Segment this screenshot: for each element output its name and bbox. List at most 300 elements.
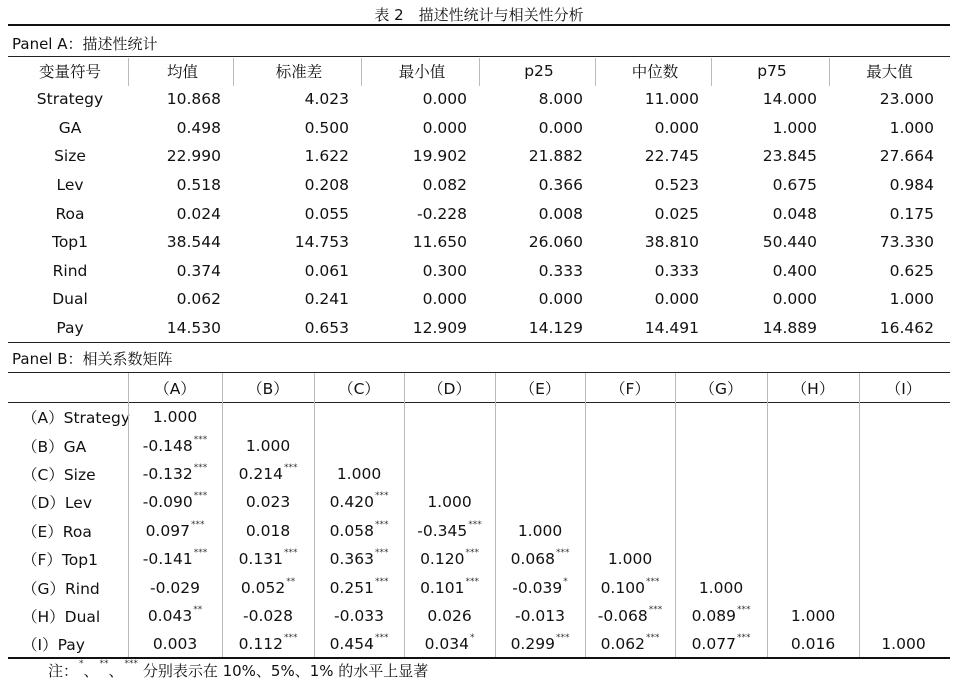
table-cell: 0.000: [654, 118, 699, 137]
variable-name: Rind: [52, 261, 88, 280]
table-cell: 0.000: [538, 118, 583, 137]
table-cell: [222, 573, 314, 601]
table-cell: [314, 573, 404, 601]
table-cell: 0.400: [772, 261, 817, 280]
table-cell: [404, 602, 495, 630]
table-cell: [404, 431, 495, 459]
cell-value: 0.052: [240, 578, 286, 597]
col-divider: [595, 58, 596, 86]
col-divider: [495, 373, 496, 657]
table-cell: 4.023: [304, 90, 349, 109]
cell-value: 1.000: [881, 635, 926, 654]
table-cell: [314, 630, 404, 658]
significance-stars: ***: [374, 576, 389, 587]
variable-name: Roa: [55, 204, 85, 223]
significance-stars: ***: [645, 576, 660, 587]
cell-value: -0.141: [142, 550, 193, 569]
column-header: （A）: [154, 380, 196, 398]
table-cell: 11.650: [412, 233, 467, 252]
table-cell: [859, 460, 948, 488]
table-cell: 21.882: [528, 147, 583, 166]
significance-stars: **: [286, 576, 296, 587]
table-cell: 22.745: [644, 147, 699, 166]
table-cell: [128, 517, 222, 545]
table-cell: [675, 517, 767, 545]
panel-a-bottom-rule: [8, 342, 950, 343]
note-star-2: **: [99, 659, 109, 669]
table-cell: 0.374: [176, 261, 221, 280]
cell-value: -0.013: [515, 606, 565, 625]
significance-stars: ***: [193, 434, 208, 445]
table-cell: 19.902: [412, 147, 467, 166]
table-cell: 38.810: [644, 233, 699, 252]
table-cell: 1.622: [304, 147, 349, 166]
note-text: 分别表示在 10%、5%、1% 的水平上显著: [138, 662, 429, 680]
table-cell: [675, 602, 767, 630]
top-rule: [8, 24, 950, 26]
corner-cell: [10, 373, 128, 403]
significance-stars: *: [563, 576, 568, 587]
col-divider: [361, 58, 362, 86]
table-cell: [585, 545, 675, 573]
table-cell: [404, 573, 495, 601]
table-cell: 12.909: [412, 319, 467, 338]
panel-b-title: Panel B：相关系数矩阵: [12, 350, 173, 368]
row-label: （E）Roa: [22, 522, 92, 541]
table-cell: [222, 630, 314, 658]
table-cell: [222, 517, 314, 545]
cell-value: 1.000: [517, 521, 563, 540]
cell-value: 0.023: [245, 493, 291, 512]
cell-value: -0.132: [142, 464, 193, 483]
cell-value: -0.148: [142, 436, 193, 455]
variable-name: Strategy: [36, 90, 104, 109]
significance-stars: ***: [190, 519, 205, 530]
cell-value: 0.131: [238, 550, 283, 569]
table-cell: 50.440: [762, 233, 817, 252]
table-cell: 14.000: [762, 90, 817, 109]
cell-value: 0.363: [329, 550, 374, 569]
significance-stars: ***: [374, 519, 389, 530]
table-cell: [767, 517, 859, 545]
table-cell: [222, 488, 314, 516]
table-cell: [495, 460, 585, 488]
table-cell: 0.000: [654, 290, 699, 309]
table-row: [10, 460, 948, 488]
col-divider: [479, 58, 480, 86]
table-cell: [675, 460, 767, 488]
table-cell: [314, 460, 404, 488]
table-cell: [675, 403, 767, 431]
table-row: [10, 488, 948, 516]
table-cell: 11.000: [644, 90, 699, 109]
cell-value: 0.420: [329, 493, 374, 512]
row-label: （H）Dual: [22, 607, 101, 626]
cell-value: 0.034: [424, 635, 469, 654]
table-row: [10, 171, 948, 200]
col-divider: [829, 58, 830, 86]
table-cell: [128, 460, 222, 488]
table-cell: [767, 488, 859, 516]
col-divider: [859, 373, 860, 657]
table-cell: [495, 488, 585, 516]
table-cell: [767, 545, 859, 573]
table-cell: [859, 545, 948, 573]
cell-value: 0.077: [691, 635, 736, 654]
table-cell: 26.060: [528, 233, 583, 252]
table-cell: [859, 630, 948, 658]
table-cell: [495, 403, 585, 431]
table-cell: [222, 403, 314, 431]
significance-stars: ***: [283, 633, 298, 644]
cell-value: 0.100: [600, 578, 645, 597]
column-header: （E）: [519, 380, 561, 398]
table-cell: [585, 460, 675, 488]
column-header: 标准差: [275, 63, 323, 81]
significance-stars: ***: [645, 633, 660, 644]
correlation-matrix-table: [10, 373, 948, 659]
cell-value: 1.000: [152, 408, 198, 427]
significance-stars: ***: [465, 548, 479, 559]
table-cell: [859, 517, 948, 545]
significance-stars: ***: [374, 491, 389, 502]
table-cell: 0.000: [538, 290, 583, 309]
table-cell: [128, 630, 222, 658]
cell-value: 0.089: [691, 606, 736, 625]
table-cell: [585, 517, 675, 545]
col-divider: [128, 58, 129, 86]
variable-name: Lev: [56, 176, 84, 195]
table-cell: [495, 517, 585, 545]
row-label: （I）Pay: [22, 636, 85, 655]
table-cell: [767, 460, 859, 488]
table-row: [10, 314, 948, 343]
table-cell: 14.491: [644, 319, 699, 338]
table-cell: [675, 431, 767, 459]
table-cell: 0.500: [304, 118, 349, 137]
cell-value: -0.068: [597, 606, 648, 625]
cell-value: 0.062: [600, 635, 645, 654]
table-cell: 0.024: [176, 204, 221, 223]
table-row: [10, 85, 948, 114]
cell-value: 1.000: [607, 550, 653, 569]
significance-stars: ***: [193, 548, 208, 559]
table-cell: 14.753: [294, 233, 349, 252]
table-cell: [859, 431, 948, 459]
table-row: [10, 630, 948, 658]
table-cell: [495, 630, 585, 658]
table-cell: 0.000: [772, 290, 817, 309]
column-header: 中位数: [631, 63, 679, 81]
table-row: [10, 228, 948, 257]
table-cell: 14.889: [762, 319, 817, 338]
column-header: p25: [524, 62, 554, 80]
table-cell: [314, 602, 404, 630]
table-cell: -0.228: [417, 204, 467, 223]
table-cell: 0.241: [304, 290, 349, 309]
note-sep: 、: [83, 662, 99, 680]
significance-stars: ***: [465, 576, 479, 587]
table-cell: [314, 403, 404, 431]
column-header: （F）: [610, 380, 650, 398]
cell-value: 0.016: [790, 635, 836, 654]
table-cell: [404, 630, 495, 658]
table-cell: [859, 573, 948, 601]
column-header: 最大值: [866, 63, 913, 81]
table-cell: [767, 403, 859, 431]
table-cell: 0.300: [422, 261, 467, 280]
table-cell: [404, 517, 495, 545]
table-cell: [314, 431, 404, 459]
table-cell: 14.530: [166, 319, 221, 338]
row-label: （C）Size: [22, 465, 96, 484]
column-header: p75: [757, 62, 787, 80]
table-cell: [675, 545, 767, 573]
significance-stars: ***: [374, 548, 389, 559]
cell-value: 0.120: [420, 550, 465, 569]
significance-stars: ***: [193, 491, 208, 502]
col-divider: [711, 58, 712, 86]
table-cell: 0.498: [176, 118, 221, 137]
table-cell: 0.333: [538, 261, 583, 280]
table-cell: [314, 545, 404, 573]
table-cell: [495, 545, 585, 573]
cell-value: 0.112: [238, 635, 283, 654]
column-header: 变量符号: [38, 63, 101, 81]
table-row: [10, 403, 948, 431]
row-label: （A）Strategy: [22, 409, 131, 428]
cell-value: 0.299: [510, 635, 555, 654]
table-cell: 1.000: [889, 290, 934, 309]
table-cell: 10.868: [166, 90, 221, 109]
matrix-header-row: [10, 373, 948, 403]
table-cell: 0.366: [538, 176, 583, 195]
table-cell: [404, 460, 495, 488]
col-divider: [314, 373, 315, 657]
table-cell: [675, 630, 767, 658]
table-cell: 0.208: [304, 176, 349, 195]
table-cell: [314, 488, 404, 516]
table-cell: 0.055: [304, 204, 349, 223]
variable-name: Size: [54, 147, 86, 166]
significance-stars: ***: [468, 519, 482, 530]
cell-value: 0.003: [152, 635, 198, 654]
column-header: （H）: [791, 380, 835, 398]
table-row: [10, 517, 948, 545]
table-cell: 0.984: [889, 176, 934, 195]
table-cell: [128, 488, 222, 516]
table-cell: 14.129: [528, 319, 583, 338]
table-cell: [495, 573, 585, 601]
table-cell: 0.653: [304, 319, 349, 338]
col-divider: [404, 373, 405, 657]
significance-stars: ***: [648, 604, 663, 615]
table-cell: 0.061: [304, 261, 349, 280]
column-header: 均值: [166, 63, 198, 81]
significance-stars: *: [469, 633, 475, 644]
table-cell: 0.000: [422, 90, 467, 109]
table-cell: 27.664: [879, 147, 934, 166]
table-cell: [128, 545, 222, 573]
table-row: [10, 142, 948, 171]
table-cell: [859, 602, 948, 630]
table-cell: [585, 431, 675, 459]
cell-value: 0.018: [245, 521, 291, 540]
cell-value: 1.000: [427, 493, 472, 512]
cell-value: -0.090: [142, 493, 193, 512]
significance-note: [48, 660, 428, 681]
row-label: （D）Lev: [22, 494, 93, 513]
note-star-1: *: [79, 659, 84, 669]
table-cell: [767, 431, 859, 459]
table-cell: 0.048: [772, 204, 817, 223]
col-divider: [585, 373, 586, 657]
significance-stars: **: [193, 604, 203, 615]
row-label: （G）Rind: [22, 579, 100, 598]
table-cell: [222, 602, 314, 630]
table-cell: [585, 403, 675, 431]
matrix-header-rule: [8, 402, 950, 403]
table-cell: 8.000: [538, 90, 583, 109]
cell-value: -0.029: [150, 578, 200, 597]
table-cell: 23.000: [879, 90, 934, 109]
table-cell: 0.025: [654, 204, 699, 223]
table-row: [10, 257, 948, 286]
table-row: [10, 602, 948, 630]
cell-value: 1.000: [245, 436, 291, 455]
table-cell: [585, 630, 675, 658]
table-row: [10, 545, 948, 573]
table-row: [10, 114, 948, 143]
table-cell: [675, 488, 767, 516]
column-header: （I）: [885, 380, 922, 398]
bottom-rule: [8, 657, 950, 659]
table-cell: 0.000: [422, 118, 467, 137]
cell-value: 0.214: [238, 464, 283, 483]
table-cell: [404, 488, 495, 516]
table-cell: [128, 403, 222, 431]
table-cell: [859, 488, 948, 516]
table-cell: 0.333: [654, 261, 699, 280]
cell-value: 0.097: [145, 521, 190, 540]
note-sep: 、: [108, 662, 124, 680]
column-header: （D）: [428, 380, 471, 398]
table-cell: 0.625: [889, 261, 934, 280]
col-divider: [222, 373, 223, 657]
variable-name: Dual: [52, 290, 88, 309]
variable-name: GA: [58, 118, 82, 137]
significance-stars: ***: [736, 604, 751, 615]
table-cell: 0.675: [772, 176, 817, 195]
significance-stars: ***: [736, 633, 751, 644]
table-cell: [585, 488, 675, 516]
significance-stars: ***: [283, 462, 298, 473]
table-row: [10, 199, 948, 228]
table-cell: 1.000: [772, 118, 817, 137]
table-cell: 73.330: [879, 233, 934, 252]
col-divider: [767, 373, 768, 657]
note-prefix: 注：: [48, 662, 79, 680]
note-star-3: ***: [124, 659, 139, 669]
table-cell: [767, 630, 859, 658]
table-cell: [128, 431, 222, 459]
cell-value: 0.043: [147, 606, 193, 625]
table-cell: 22.990: [166, 147, 221, 166]
cell-value: 0.101: [420, 578, 465, 597]
table-cell: 0.000: [422, 290, 467, 309]
variable-name: Pay: [56, 319, 84, 338]
table-cell: [222, 431, 314, 459]
variable-name: Top1: [51, 233, 89, 252]
cell-value: 0.068: [510, 550, 555, 569]
table-cell: [404, 545, 495, 573]
table-cell: [675, 573, 767, 601]
column-header: （C）: [338, 380, 380, 398]
table-cell: [767, 573, 859, 601]
table-cell: [859, 403, 948, 431]
col-divider: [233, 58, 234, 86]
cell-value: -0.345: [417, 521, 468, 540]
table-cell: 0.062: [176, 290, 221, 309]
significance-stars: ***: [555, 633, 570, 644]
table-cell: [585, 602, 675, 630]
cell-value: 0.026: [427, 606, 472, 625]
table-cell: [495, 431, 585, 459]
table-cell: [222, 460, 314, 488]
cell-value: 1.000: [336, 464, 382, 483]
table-cell: 0.523: [654, 176, 699, 195]
table-cell: 16.462: [879, 319, 934, 338]
table-cell: [314, 517, 404, 545]
table-cell: 0.008: [538, 204, 583, 223]
cell-value: 0.058: [329, 521, 374, 540]
significance-stars: ***: [193, 462, 208, 473]
table-cell: [128, 573, 222, 601]
table-cell: 38.544: [166, 233, 221, 252]
column-header: 最小值: [398, 63, 446, 81]
table-cell: 1.000: [889, 118, 934, 137]
table-cell: [495, 602, 585, 630]
table-cell: 0.518: [176, 176, 221, 195]
table-cell: 0.175: [889, 204, 934, 223]
table-cell: [585, 573, 675, 601]
table-cell: [404, 403, 495, 431]
significance-stars: ***: [283, 548, 298, 559]
panel-a-title: Panel A：描述性统计: [12, 35, 158, 53]
col-divider: [675, 373, 676, 657]
row-label: （F）Top1: [22, 551, 98, 570]
cell-value: -0.028: [243, 606, 293, 625]
table-title: 表 2 描述性统计与相关性分析: [374, 6, 584, 24]
column-header: （B）: [247, 380, 289, 398]
table-cell: [128, 602, 222, 630]
table-cell: [767, 602, 859, 630]
table-cell: 0.082: [422, 176, 467, 195]
table-row: [10, 431, 948, 459]
significance-stars: ***: [374, 633, 389, 644]
cell-value: 1.000: [698, 578, 744, 597]
table-cell: [222, 545, 314, 573]
cell-value: 0.454: [329, 635, 374, 654]
column-header: （G）: [699, 380, 743, 398]
significance-stars: ***: [555, 548, 570, 559]
cell-value: -0.033: [334, 606, 384, 625]
cell-value: -0.039: [512, 578, 563, 597]
col-divider: [128, 373, 129, 657]
row-label: （B）GA: [22, 437, 87, 456]
descriptive-stats-table: [10, 57, 948, 342]
table-row: [10, 573, 948, 601]
